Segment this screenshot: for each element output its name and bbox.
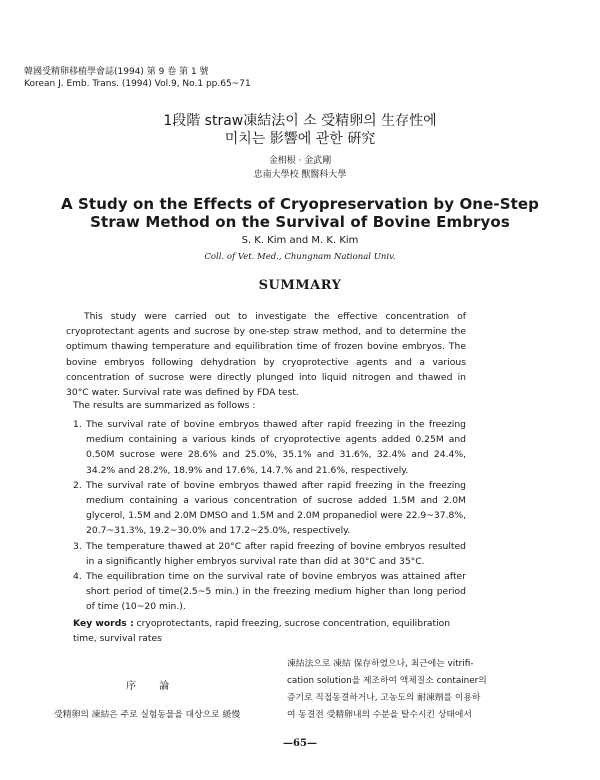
journal-citation-english: Korean J. Emb. Trans. (1994) Vol.9, No.1 pp.65~71 <box>24 79 251 89</box>
introduction-heading: 序 論 <box>126 681 180 692</box>
right-column-line: 증기로 직접동결하거나, 고농도의 耐凍劑를 이용하 <box>287 693 481 703</box>
korean-title-line-1: 1段階 straw凍結法이 소 受精卵의 生存性에 <box>163 113 437 129</box>
right-column-line: cation solution을 제조하여 액체질소 container의 <box>287 676 487 686</box>
korean-title-line-2: 미치는 影響에 관한 硏究 <box>224 131 376 147</box>
english-title-line-1: A Study on the Effects of Cryopreservation by One-Step <box>61 195 539 213</box>
result-text: The survival rate of bovine embryos thawed after rapid freezing in the freezing medium containing a various kinds of cryoprotective agents added 0.25M and 0.50M sucrose were 28.6% and 25.0%, 35.1% and 31.6%, 32.4% and 24.4%, 34.2% and 28.2%, 18.9% and 17.6%, 14.7.% and 21.6%, respectively. <box>86 419 466 476</box>
result-number: 2. <box>73 479 82 491</box>
english-title-line-2: Straw Method on the Survival of Bovine Embryos <box>90 213 510 231</box>
right-column-line: 凍結法으로 凍結 保存하였으나, 최근에는 vitrifi- <box>287 659 474 669</box>
abstract-paragraph: This study were carried out to investigate the effective concentration of cryoprotectant agents and sucrose by one-step straw method, and to determine the optimum thawing temperature and equilibration time of frozen bovine embryos. The bovine embryos following dehydration by cryoprotective agents and a various concentration of sucrose were directly plunged into liquid nitrogen and thawed in 30°C water. Survival rate was defined by FDA test. <box>66 311 466 399</box>
result-text: The survival rate of bovine embryos thawed after rapid freezing in the freezing medium containing a various concentration of sucrose added 1.5M and 2.0M glycerol, 1.5M and 2.0M DMSO and 1.5M and 2.0M propanediol were 22.9~37.8%, 20.7~31.3%, 19.2~30.0% and 17.2~25.0%, respectively. <box>86 479 466 537</box>
page-number: —65— <box>283 738 317 749</box>
english-authors: S. K. Kim and M. K. Kim <box>241 235 359 246</box>
journal-citation <box>24 66 251 90</box>
results-list <box>73 417 466 615</box>
result-item-3 <box>73 539 466 569</box>
result-number: 4. <box>73 571 82 583</box>
keywords-text: cryoprotectants, rapid freezing, sucrose concentration, equilibration time, survival rates <box>73 618 451 644</box>
journal-citation-korean: 韓國受精卵移植學會誌(1994) 第 9 卷 第 1 號 <box>24 67 209 77</box>
result-item-1 <box>73 417 466 478</box>
result-number: 3. <box>73 540 82 552</box>
result-item-2 <box>73 478 466 539</box>
introduction-right-column <box>287 656 499 724</box>
korean-affiliation: 忠南大學校 獸醫科大學 <box>253 170 347 180</box>
results-intro: The results are summarized as follows : <box>73 400 256 411</box>
keywords <box>73 616 466 646</box>
english-affiliation: Coll. of Vet. Med., Chungnam National Univ. <box>204 252 396 262</box>
summary-heading: SUMMARY <box>258 278 342 293</box>
result-item-4 <box>73 569 466 615</box>
abstract <box>66 309 466 400</box>
right-column-line: 여 동결전 受精卵내의 수분을 탈수시킨 상태에서 <box>287 710 472 720</box>
introduction-left-column: 受精卵의 凍結은 주로 실험동물을 대상으로 緩慢 <box>54 710 241 720</box>
keywords-label: Key words : <box>73 618 134 629</box>
result-number: 1. <box>73 419 82 430</box>
korean-authors: 金相根 · 金武剛 <box>268 156 332 166</box>
result-text: The temperature thawed at 20°C after rapid freezing of bovine embryos resulted in a significantly higher embryos survival rate than did at 30°C and 35°C. <box>86 540 466 567</box>
result-text: The equilibration time on the survival rate of bovine embryos was attained after short period of time(2.5~5 min.) in the freezing medium higher than long period of time (10~20 min.). <box>86 571 466 613</box>
